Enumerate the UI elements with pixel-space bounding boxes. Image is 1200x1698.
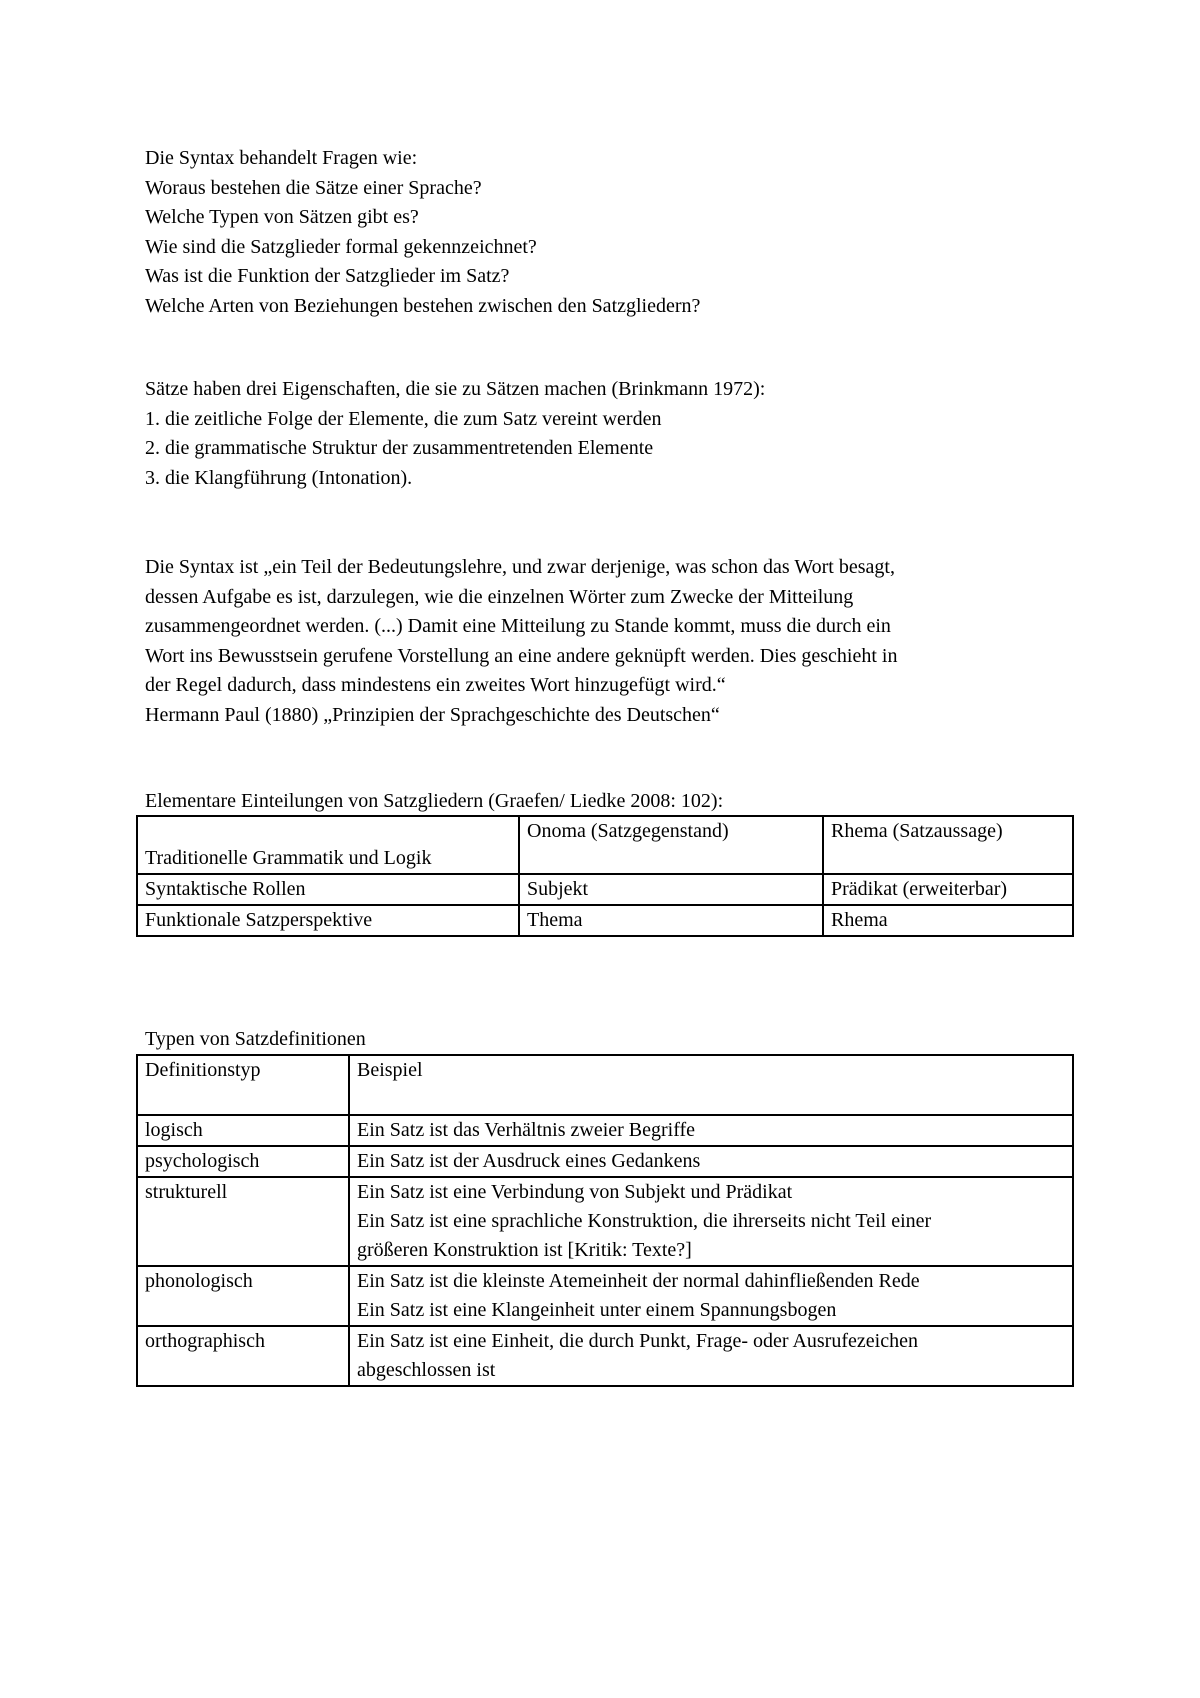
property-line: 3. die Klangführung (Intonation). xyxy=(145,466,413,489)
table2-caption: Typen von Satzdefinitionen xyxy=(145,1028,366,1050)
table-cell: Onoma (Satzgegenstand) xyxy=(519,816,823,874)
definition-type: psychologisch xyxy=(137,1146,349,1177)
question-line: Wie sind die Satzglieder formal gekennzeichnet? xyxy=(145,235,537,258)
definition-example xyxy=(349,1326,1073,1386)
table-row xyxy=(137,1266,1073,1326)
example-line: Ein Satz ist die kleinste Atemeinheit der normal dahinfließenden Rede xyxy=(357,1270,920,1292)
example-line: Ein Satz ist das Verhältnis zweier Begriffe xyxy=(357,1119,696,1141)
definition-example xyxy=(349,1177,1073,1266)
definition-type: logisch xyxy=(137,1115,349,1146)
table-row xyxy=(137,874,1073,905)
property-line: 1. die zeitliche Folge der Elemente, die zum Satz vereint werden xyxy=(145,407,662,430)
example-line: Ein Satz ist eine Einheit, die durch Punkt, Frage- oder Ausrufezeichen xyxy=(357,1330,918,1352)
satzdefinitionen-table xyxy=(136,1054,1074,1387)
table-cell: Prädikat (erweiterbar) xyxy=(823,874,1073,905)
question-line: Was ist die Funktion der Satzglieder im Satz? xyxy=(145,265,510,287)
table-cell: Thema xyxy=(519,905,823,936)
table-cell: Subjekt xyxy=(519,874,823,905)
table1-caption: Elementare Einteilungen von Satzgliedern (Graefen/ Liedke 2008: 102): xyxy=(145,790,724,812)
table-cell: Syntaktische Rollen xyxy=(137,874,519,905)
quote-line: zusammengeordnet werden. (...) Damit eine Mitteilung zu Stande kommt, muss die durch ein xyxy=(145,615,891,637)
quote-block xyxy=(145,553,1080,730)
table-cell: Rhema (Satzaussage) xyxy=(823,816,1073,874)
example-line: abgeschlossen ist xyxy=(357,1359,496,1381)
properties-block xyxy=(145,375,1080,493)
satzglieder-table xyxy=(136,815,1074,937)
questions-block xyxy=(145,144,1080,321)
quote-line: der Regel dadurch, dass mindestens ein zweites Wort hinzugefügt wird.“ xyxy=(145,674,726,696)
definition-example xyxy=(349,1146,1073,1177)
definition-example xyxy=(349,1266,1073,1326)
table-header-row xyxy=(137,1055,1073,1115)
table-row xyxy=(137,816,1073,874)
table-row xyxy=(137,1326,1073,1386)
quote-line: Wort ins Bewusstsein gerufene Vorstellung an eine andere geknüpft werden. Dies geschieht in xyxy=(145,644,898,667)
question-line: Die Syntax behandelt Fragen wie: xyxy=(145,147,418,169)
quote-source: Hermann Paul (1880) „Prinzipien der Sprachgeschichte des Deutschen“ xyxy=(145,703,720,726)
property-line: 2. die grammatische Struktur der zusammentretenden Elemente xyxy=(145,437,654,459)
example-line: Ein Satz ist eine Verbindung von Subjekt und Prädikat xyxy=(357,1181,793,1203)
example-line: Ein Satz ist eine sprachliche Konstruktion, die ihrerseits nicht Teil einer xyxy=(357,1210,932,1232)
table-header-cell: Beispiel xyxy=(349,1055,1073,1115)
example-line: Ein Satz ist eine Klangeinheit unter einem Spannungsbogen xyxy=(357,1299,837,1321)
example-line: größeren Konstruktion ist [Kritik: Texte?] xyxy=(357,1239,692,1261)
question-line: Welche Typen von Sätzen gibt es? xyxy=(145,206,419,228)
table-cell: Traditionelle Grammatik und Logik xyxy=(137,816,519,874)
table-cell: Rhema xyxy=(823,905,1073,936)
definition-type: strukturell xyxy=(137,1177,349,1266)
question-line: Welche Arten von Beziehungen bestehen zwischen den Satzgliedern? xyxy=(145,294,701,317)
definition-example xyxy=(349,1115,1073,1146)
example-line: Ein Satz ist der Ausdruck eines Gedankens xyxy=(357,1150,701,1172)
table-row xyxy=(137,1146,1073,1177)
definition-type: orthographisch xyxy=(137,1326,349,1386)
property-line: Sätze haben drei Eigenschaften, die sie zu Sätzen machen (Brinkmann 1972): xyxy=(145,378,766,400)
table-row xyxy=(137,1115,1073,1146)
quote-line: Die Syntax ist „ein Teil der Bedeutungslehre, und zwar derjenige, was schon das Wort besagt, xyxy=(145,556,895,578)
table-cell: Funktionale Satzperspektive xyxy=(137,905,519,936)
table-row xyxy=(137,1177,1073,1266)
definition-type: phonologisch xyxy=(137,1266,349,1326)
table-header-cell: Definitionstyp xyxy=(137,1055,349,1115)
table-row xyxy=(137,905,1073,936)
question-line: Woraus bestehen die Sätze einer Sprache? xyxy=(145,176,482,199)
quote-line: dessen Aufgabe es ist, darzulegen, wie die einzelnen Wörter zum Zwecke der Mitteilung xyxy=(145,585,854,608)
